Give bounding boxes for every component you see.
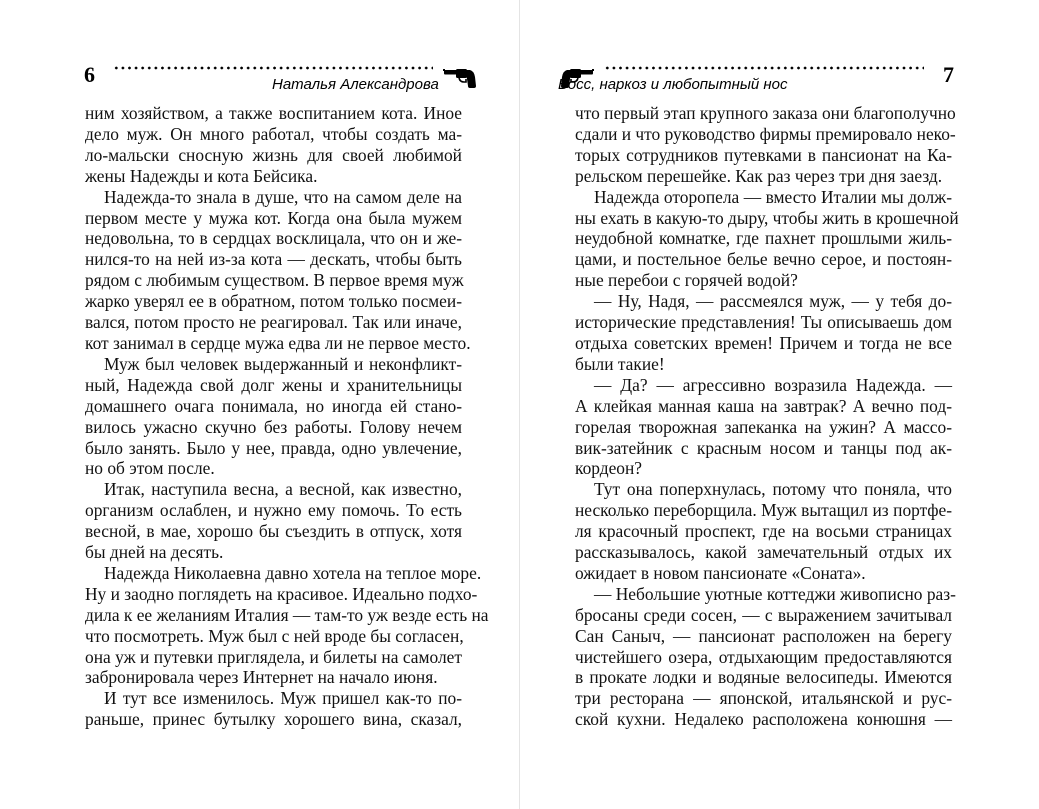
text-line: отдыха советских времен! Причем и тогда не все: [575, 332, 952, 353]
text-line: раньше, принес бутылку хорошего вина, сказал,: [85, 709, 462, 730]
text-line: но об этом после.: [85, 458, 215, 479]
text-line: сдали и что руководство фирмы премировало неко-: [575, 123, 956, 144]
text-line: ской кухни. Недалеко расположена конюшня —: [575, 709, 952, 730]
text-line: ожидает в новом пансионате «Соната».: [575, 562, 866, 583]
text-line: вался, потом просто не реагировал. Так или иначе,: [85, 312, 462, 333]
page-number: 7: [943, 62, 954, 87]
text-line: горелая творожная запеканка на ужин? А массо-: [575, 416, 952, 437]
text-line: что посмотреть. Муж был с ней вроде бы согласен,: [85, 625, 464, 646]
text-line: жарко уверял ее в обратном, потом только посмеи-: [85, 291, 462, 312]
text-line: домашнего очага понимала, но иногда ей стано-: [85, 395, 462, 416]
text-line: первом месте у мужа кот. Когда она была мужем: [85, 207, 462, 228]
text-line: ля красочный проспект, где на восьми страницах: [575, 521, 952, 542]
text-line: Сан Саныч, — пансионат расположен на берегу: [575, 625, 952, 646]
text-line: что первый этап крупного заказа они благополучно: [575, 103, 956, 123]
text-line: — Ну, Надя, — рассмеялся муж, — у тебя до-: [594, 291, 952, 312]
text-line: Ну и заодно поглядеть на красивое. Идеально подхо-: [85, 583, 478, 604]
text-line: — Небольшие уютные коттеджи живописно раз-: [594, 583, 956, 604]
text-line: ны ехать в какую-то дыру, чтобы жить в крошечной: [575, 207, 959, 228]
text-line: рельском перешейке. Как раз через три дня заезд.: [575, 165, 943, 186]
text-line: кордеон?: [575, 458, 643, 479]
page-number: 6: [84, 62, 95, 87]
text-line: И тут все изменилось. Муж пришел как-то по-: [104, 688, 462, 709]
text-line: Надежда Николаевна давно хотела на теплое море.: [104, 562, 482, 583]
text-line: рассказывалось, какой замечательный отдых их: [575, 542, 952, 563]
text-line: были такие!: [575, 353, 665, 374]
text-line: ный, Надежда свой долг жены и хранительницы: [85, 374, 462, 395]
text-line: ло-мальски сносную жизнь для своей любимой: [85, 144, 462, 165]
text-line: исторические представления! Ты описываешь дом: [575, 312, 952, 333]
text-line: вик-затейник с красным носом и танцы под ак-: [575, 437, 952, 458]
text-line: Итак, наступила весна, а весной, как известно,: [104, 479, 462, 500]
text-line: несколько переборщила. Муж вытащил из портфе-: [575, 500, 952, 521]
text-line: в прокате лодки и водяные велосипеды. Имеются: [575, 667, 952, 688]
text-line: она уж и путевки приглядела, и билеты на самолет: [85, 646, 462, 667]
text-line: торых сотрудников путевками в пансионат на Ка-: [575, 144, 952, 165]
right-page-body-text: [575, 103, 959, 730]
text-line: кот занимал в сердце мужа едва ли не первое место.: [85, 332, 471, 353]
text-line: А клейкая манная каша на завтрак? А вечно под-: [575, 395, 952, 416]
right-page: [520, 0, 1039, 809]
text-line: дело муж. Он много работал, чтобы создать ма-: [85, 123, 462, 144]
text-line: бросаны среди сосен, — с выражением зачитывал: [575, 604, 952, 625]
header-dotted-rule: [604, 66, 924, 70]
left-page: [0, 0, 519, 809]
text-line: нился-то на ней из-за кота — дескать, чтобы быть: [85, 249, 462, 270]
text-line: ные перебои с горячей водой?: [575, 270, 798, 291]
text-line: бы дней на десять.: [85, 542, 224, 563]
text-line: жены Надежды и кота Бейсика.: [85, 165, 318, 186]
text-line: цами, и постельное белье вечно серое, и постоян-: [575, 249, 952, 270]
text-line: организм ослаблен, и нужно ему помочь. То есть: [85, 500, 462, 521]
header-dotted-rule: [113, 66, 433, 70]
left-page-body-text: [85, 103, 489, 730]
revolver-icon: [443, 67, 477, 89]
text-line: ним хозяйством, а также воспитанием кота. Иное: [85, 103, 462, 123]
text-line: дила к ее желаниям Италия — там-то уж везде есть на: [85, 604, 489, 625]
text-line: недовольна, то в сердцах восклицала, что он и же-: [85, 228, 462, 249]
running-head-author: Наталья Александрова: [272, 76, 439, 93]
text-line: Муж был человек выдержанный и неконфликт-: [104, 353, 462, 374]
running-head-title: Босс, наркоз и любопытный нос: [558, 76, 788, 93]
text-line: весной, в мае, хорошо бы съездить в отпуск, хотя: [85, 521, 462, 542]
text-line: забронировала через Интернет на начало июня.: [85, 667, 438, 688]
text-line: Надежда-то знала в душе, что на самом деле на: [104, 186, 462, 207]
text-line: вилось ужасно скучно без работы. Голову нечем: [85, 416, 462, 437]
text-line: чистейшего озера, отдыхающим предоставляются: [575, 646, 952, 667]
text-line: Надежда оторопела — вместо Италии мы долж-: [594, 186, 952, 207]
text-line: Тут она поперхнулась, потому что поняла, что: [594, 479, 952, 500]
text-line: было занять. Было у нее, правда, одно увлечение,: [85, 437, 462, 458]
text-line: рядом с любимым существом. В первое время муж: [85, 270, 464, 291]
text-line: — Да? — агрессивно возразила Надежда. —: [594, 374, 952, 395]
text-line: неудобной комнатке, где пахнет прошлыми жиль-: [575, 228, 952, 249]
text-line: три ресторана — японской, итальянской и рус-: [575, 688, 952, 709]
